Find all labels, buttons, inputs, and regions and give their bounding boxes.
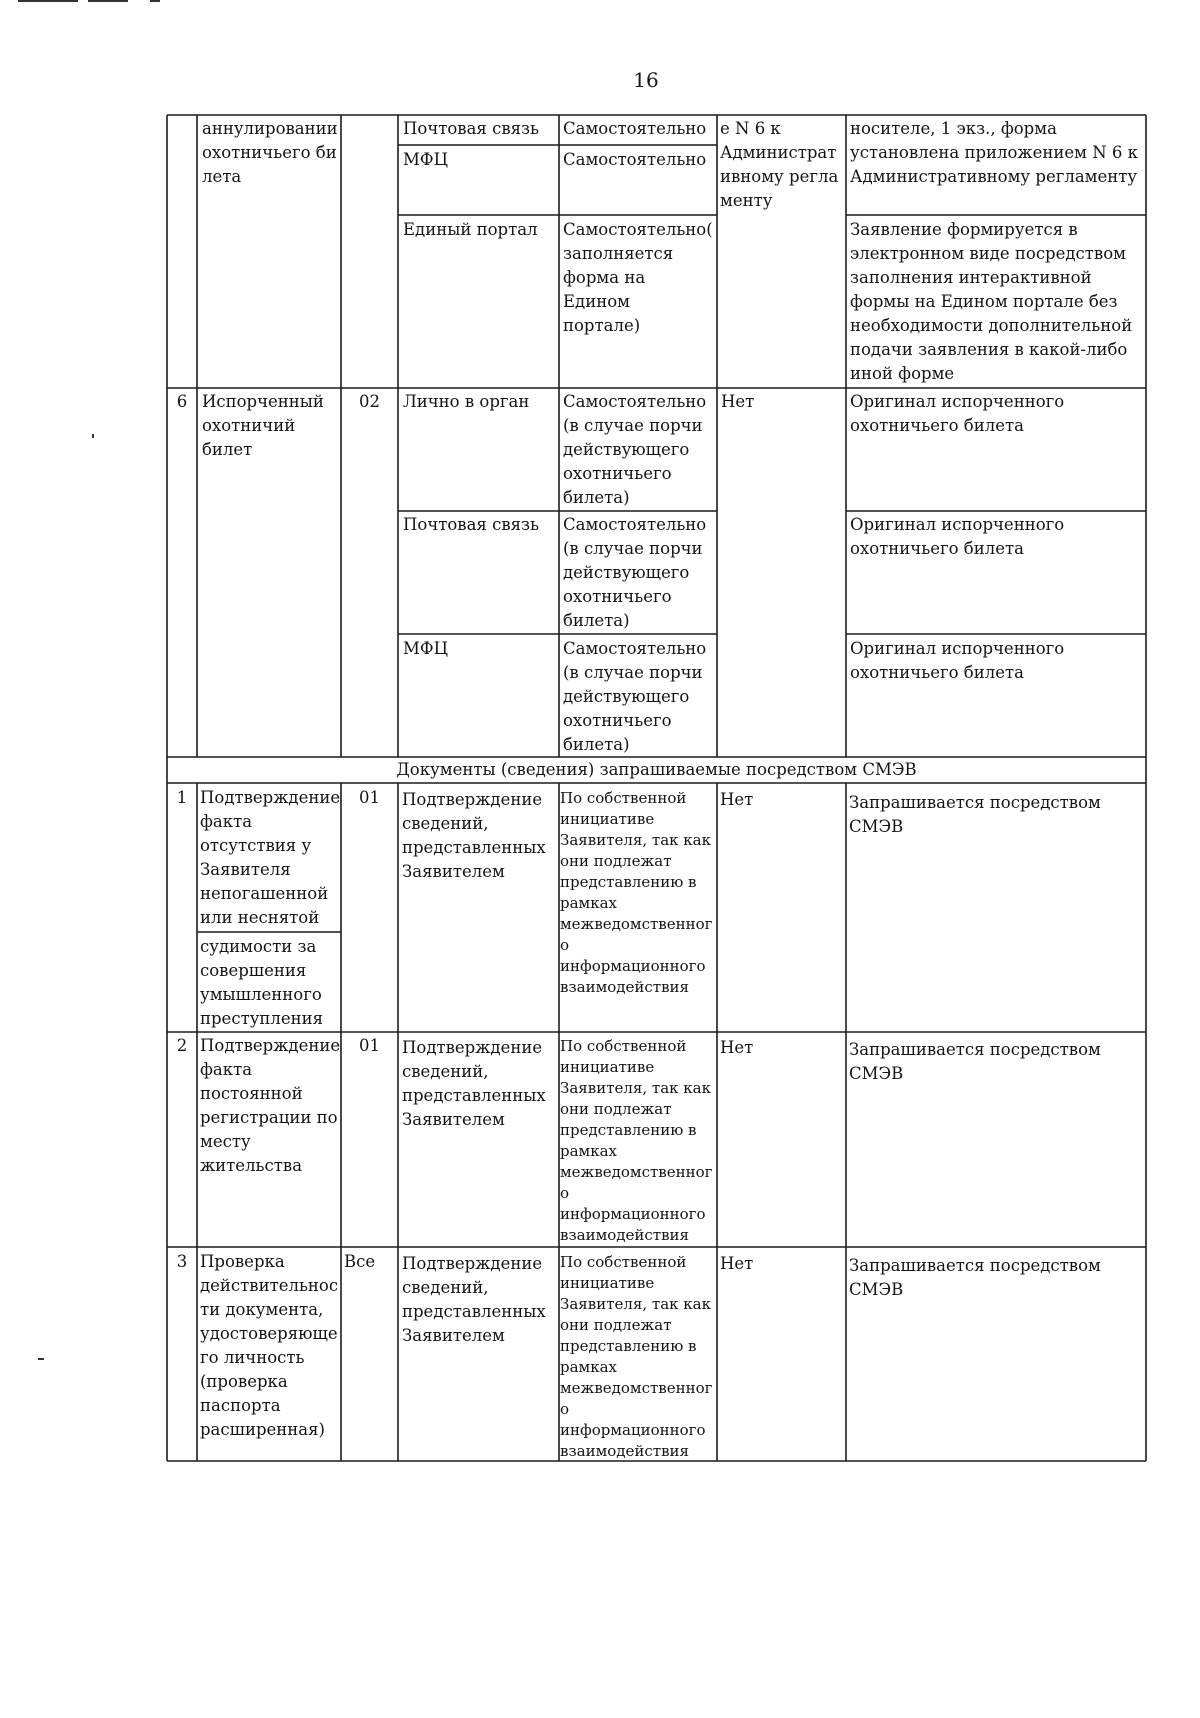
smev-1-channel: Подтверждение сведений, представленных Заявителем xyxy=(402,790,546,881)
row-6-note-3: Оригинал испорченного охотничьего билета xyxy=(850,639,1065,682)
scan-mark xyxy=(150,0,160,2)
smev-1-method: По собственной инициативе Заявителя, так как они подлежат представлению в рамках межведомственног о информационного взаимодействия xyxy=(560,789,713,996)
form-note: носителе, 1 экз., форма установлена приложением N 6 к Административному регламенту xyxy=(850,119,1138,186)
scan-speck xyxy=(38,1358,44,1360)
smev-1-code: 01 xyxy=(359,788,380,807)
channel-post: Почтовая связь xyxy=(403,119,539,138)
smev-1-number: 1 xyxy=(176,788,188,807)
smev-3-method: По собственной инициативе Заявителя, так как они подлежат представлению в рамках межведомственног о информационного взаимодействия xyxy=(560,1253,713,1460)
row-6-channel-2: Почтовая связь xyxy=(403,515,539,534)
smev-2-channel: Подтверждение сведений, представленных Заявителем xyxy=(402,1038,546,1129)
scan-mark xyxy=(18,0,78,2)
smev-2-name: Подтверждение факта постоянной регистрации по месту жительства xyxy=(200,1036,341,1175)
smev-3-channel: Подтверждение сведений, представленных Заявителем xyxy=(402,1254,546,1345)
smev-1-name-a: Подтверждение факта отсутствия у Заявителя непогашенной или неснятой xyxy=(200,788,341,927)
smev-1-copy: Нет xyxy=(720,790,754,809)
smev-1-note: Запрашивается посредством СМЭВ xyxy=(849,793,1101,836)
channel-portal: Единый портал xyxy=(403,220,538,239)
portal-note: Заявление формируется в электронном виде посредством заполнения интерактивной формы на Едином портале без необходимости дополнительной подачи заявления в какой-либо иной форме xyxy=(850,220,1133,383)
method-mfc: Самостоятельно xyxy=(563,150,707,169)
smev-1-name-b: судимости за совершения умышленного преступления xyxy=(200,937,324,1028)
row-6-method-2: Самостоятельно (в случае порчи действующего охотничьего билета) xyxy=(563,515,707,630)
row-6-code: 02 xyxy=(359,392,380,411)
row-6-method-1: Самостоятельно (в случае порчи действующего охотничьего билета) xyxy=(563,392,707,507)
method-portal: Самостоятельно( заполняется форма на Едином портале) xyxy=(563,220,713,335)
smev-2-number: 2 xyxy=(176,1036,188,1055)
smev-3-number: 3 xyxy=(176,1252,188,1271)
smev-2-note: Запрашивается посредством СМЭВ xyxy=(849,1040,1101,1083)
scan-mark xyxy=(88,0,128,2)
row-6-name: Испорченный охотничий билет xyxy=(202,392,324,459)
row-6-note-1: Оригинал испорченного охотничьего билета xyxy=(850,392,1065,435)
smev-3-copy: Нет xyxy=(720,1254,754,1273)
row-6-method-3: Самостоятельно (в случае порчи действующего охотничьего билета) xyxy=(563,639,707,754)
smev-2-code: 01 xyxy=(359,1036,380,1055)
row-6-note-2: Оригинал испорченного охотничьего билета xyxy=(850,515,1065,558)
smev-2-copy: Нет xyxy=(720,1038,754,1057)
scan-speck xyxy=(92,434,94,438)
method-post: Самостоятельно xyxy=(563,119,707,138)
row-name-annul: аннулировании охотничьего би лета xyxy=(202,119,338,186)
smev-3-code: Все xyxy=(344,1252,376,1271)
smev-2-method: По собственной инициативе Заявителя, так как они подлежат представлению в рамках межведомственног о информационного взаимодействия xyxy=(560,1037,713,1244)
form-reference: е N 6 к Администрат ивному регла менту xyxy=(720,119,839,210)
row-6-copy: Нет xyxy=(721,392,755,411)
page-number: 16 xyxy=(633,68,659,92)
row-6-channel-3: МФЦ xyxy=(403,639,448,658)
smev-3-name: Проверка действительнос ти документа, удостоверяюще го личность (проверка паспорта расширенная) xyxy=(200,1252,339,1439)
row-6-channel-1: Лично в орган xyxy=(403,392,530,411)
smev-3-note: Запрашивается посредством СМЭВ xyxy=(849,1256,1101,1299)
channel-mfc: МФЦ xyxy=(403,150,448,169)
row-6-number: 6 xyxy=(176,392,188,411)
section-title: Документы (сведения) запрашиваемые посредством СМЭВ xyxy=(396,760,917,779)
